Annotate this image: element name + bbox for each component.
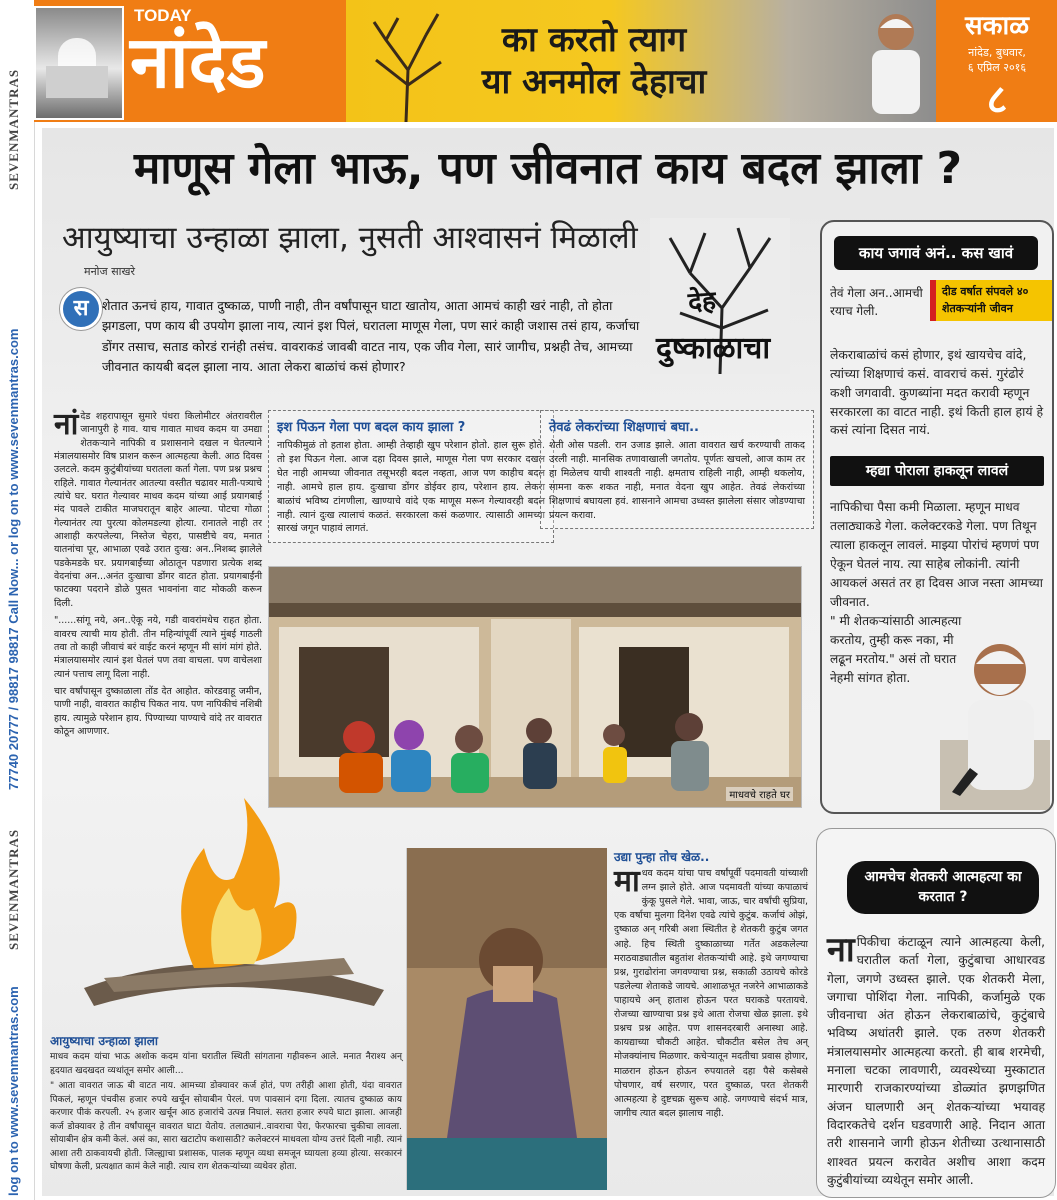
- left-advert-strip: [0, 0, 35, 1200]
- summer-paragraph-1: माधव कदम यांचा भाऊ अशोक कदम यांना घरातील स्थिती सांगताना गहीवरून आले. मनात नैराश्य अन् हृदयात खदखदत व्यथांतून समोर आली...: [50, 1052, 402, 1076]
- article-panel: [42, 128, 1054, 1196]
- sidebar-text-1: तेवं गेला अन..आमची रयाच गेली.: [830, 286, 923, 318]
- funeral-pyre-image: [44, 778, 404, 1018]
- quote-box-poison-body: नापिकीमुळं तो हताश होता. आम्ही तेव्हाही खुप परेशान होतो. हाल सुरू होते. तो इश पिऊन गेला. आज दहा दिवस झाले, माणूस गेला पण सरकार दखल घेत नाही आमच्या जीवनात तसूभरही बदल नव्हता, आज पण काहीच बदल नाही. आमचे हाल हाय. दुःखाचा डोंगर डोईवर हाय, परेशान हाय. लेकरा बाळांचं भविष्य टांगणीला, खाण्याचे वांदे एक माणूस मरून गेल्यावरही बदल नाही. त्यानं दुःख त्यालाचं कळतं. सरकारला कसं कळणार. त्यासाठी आमच्या सारखं जगून पाहावं लागतं.: [277, 440, 545, 535]
- farmer-portrait-image: [858, 6, 930, 114]
- city-title: नांदेड: [130, 20, 266, 104]
- summer-title: आयुष्याचा उन्हाळा झाला: [50, 1034, 158, 1048]
- page-number: ८: [986, 76, 1008, 123]
- date-line-2: ६ एप्रिल २०१६: [967, 60, 1027, 74]
- quote-box-education-title: तेवढं लेकरांच्या शिक्षणाचं बघा..: [549, 420, 699, 435]
- slogan-banner: [346, 0, 936, 122]
- strip-contact: 77740 20777 / 98817 98817 Call Now... or log on to www.sevenmantras.com: [6, 328, 21, 790]
- sidebar-paragraph-2: नापिकीचा पैसा कमी मिळाला. म्हणून माधव तलाठ्याकडे गेला. कलेक्टरकडे गेला. पण तिथून त्याला हाकलून लावलं. माझ्या पोरांचं म्हणणं पण ऐकून घेतलं नाय. त्या साहेब लोकांनी. त्यांनी आयकलं असतं तर हा दिवस आज नस्ता आमच्या जीवनात.: [830, 500, 1043, 610]
- dead-tree-icon: [356, 0, 456, 122]
- sidebar-callout: दीड वर्षात संपवले ४० शेतकऱ्यांनी जीवन: [930, 280, 1054, 321]
- story-paragraph-1: देड शहरापासून सुमारे पंधरा किलोमीटर अंतरावरील जानापुरी हे गाव. याच गावात माधव कदम या उमद्या शेतकऱ्याने नापिकी व प्रशासनाने दखल न घेतल्याने मंत्रालयासमोर विष प्राशन करून आत्महत्या केली. आठ दिवस उलटले. कदम कुटुंबीयांच्या घरातला कर्ता गेला. पण प्रश्न प्रश्नच राहिले. गावात गेल्यानंतर आतल्या वस्तीत चढावर माती-पत्र्याचे त्यांचे घर. घरात गेल्यावर माधव कदम यांच्या आई प्रयागबाई मंद पावले टाकीत माजघरातून बाहेर आल्या. पोटचा गोळा गेल्यानंतर त्या पुरत्या कोलमडल्या होत्या. रानातले नाही तर आशाही करपलेल्या, निस्तेज चेहरा, पासष्टीचे वय, मनात यातनांचा पूर, आभाळा एवढे उरात दुःख: अन..निशब्द झालेले पडकेमडके घर. प्रयागबाईंच्या ओठातून पडणारा प्रत्येक शब्द वेदनांचा अन...अनंत दुःखाचा डोंगर वाटत होता. प्रयागबाईंनी फाटक्या पदराने डोळे पुसत भावनांना वाट मोकळी करून दिली.: [54, 411, 262, 609]
- deh-word: देह: [687, 286, 717, 318]
- quote-box-poison-title: इश पिऊन गेला पण बदल काय झाला ?: [277, 420, 466, 435]
- deh-dushkalacha-graphic: [650, 218, 790, 374]
- summer-paragraph-2: " आता वावरात जाऊ बी वाटत नाय. आमच्या डोक्यावर कर्ज होतं, पण तरीही आशा होती, यंदा वावरात पिकलं, म्हणून पंचवीस हजार रुपये खर्चून सोयाबीन पेरलं. पण पावसानं दगा दिला. त्यातच दुष्काळ काय करणार पीकं करपली. २५ हजार खर्चून आठ हजारांचे उत्पन्न निघालं. सतरा हजार रुपये घाटा झाला. आजही कर्ज डोक्यावर हे तीन वर्षांपासून वावरात घाटा येतोय. तलाठ्यानं..वावराचा पेरा, फेरफारचा चुकीचा लावला. सोयाबीन क्षेत्र कमी केलं. असं का, सारा खटाटोप कशासाठी? कलेक्टरनं माधवला योग्य उत्तरं दिली नाही. त्यानं आशा तरी ठाकवायची होती. जिल्ह्याचा प्रशासक, पालक म्हणून व्यथा समजून घ्यायला हव्या होत्या. सरकारनं घोषणा केली, प्रत्यक्षात कामं केले नाही. त्याच राग शेतकऱ्यांच्या व्यथेवर होता.: [50, 1081, 402, 1172]
- date-line-1: नांदेड, बुधवार,: [968, 46, 1026, 59]
- sidebar-box: [820, 220, 1054, 814]
- subheadline: आयुष्याचा उन्हाळा झाला, नुसती आश्वासनं मिळाली: [62, 220, 638, 256]
- house-family-image: [269, 567, 801, 807]
- grieving-man-photo: [406, 848, 607, 1190]
- dushkalacha-word: दुष्काळाचा: [656, 331, 771, 366]
- today-label: TODAY: [134, 6, 192, 25]
- tomorrow-same-game-column: [614, 848, 808, 1121]
- paper-name: सकाळ: [964, 11, 1030, 41]
- slogan-line-2: या अनमोल देहाचा: [481, 62, 707, 102]
- slogan-line-1: का करतो त्याग: [501, 20, 687, 60]
- house-photo: [268, 566, 802, 808]
- why-suicide-body: पिकीचा कंटाळून त्याने आत्महत्या केली, घरातील कर्ता गेला, कुटुंबाचा आधारवड गेला, जगणे उध्वस्त झाले. एक शेतकरी मेला, जगाचा पोशिंदा गेला. नापिकी, कर्जामुळे एक जीवनाचा अंत होऊन लेकराबाळांचे, कुटुंबाचे भविष्य अधांतरी झाले. एक तरुण शेतकरी मंत्रालयासमोर आत्महत्या करतो. ही बाब शरमेची, मनाला चटका लावणारी, व्यवस्थेच्या मुस्काटात मारणारी राजकारण्यांच्या डोळ्यांत झणझणित अंजन घालणारी अन् शेतकऱ्यांच्या भयावह विदारकतेचे दर्शन घडवणारी आहे. निदान आता तरी शासनाने जागी होऊन शेतीच्या उत्थानासाठी शाश्वत प्रयत्न करावेत अशीच आशा कदम कुटुंबीयांच्या व्यथेतून समोर आली.: [827, 935, 1045, 1187]
- intro-paragraph: शेतात ऊनचं हाय, गावात दुष्काळ, पाणी नाही, तीन वर्षांपासून घाटा खातोय, आता आमचं काही खरं नाही, तो होता झगडला, पण काय बी उपयोग झाला नाय, त्यानं इश पिलं, घरातला माणूस गेला, पण सारं काही जशास तसं हाय, कर्जाचा डोंगर तसाच, सताड कोरडं रानंही तसंच. वावराकडं जावबी वाटत नाय, एक जीव गेला, सारं जागीच, प्रश्नही तेच, आमच्या जीवनात कायबी बदल झाला नाय. आता लेकरा बाळांचं कसं होणार?: [102, 298, 640, 374]
- strip-brand-top: SEVENMANTRAS: [6, 68, 21, 190]
- house-photo-caption: माधवचे राहते घर: [726, 787, 793, 801]
- story-paragraph-2: "......सांगू नये, अन..ऐकू नये, गडी वावरांमधेच राहत होता. वावरच त्याची माय होती. तीन महिन्यांपूर्वी त्याने मुंबई गाठली तवा तो काही जीवाचं बरं वाईट करनं म्हणून मी सांगं मांगं होते. मंत्रालयासमोर त्यानं इश घेतलं पण तवा वाचला. पण वाचेलशा त्यानं पत्ताच लागू दिला नाही.: [54, 615, 262, 680]
- sidebar-heading-1: काय जगावं अनं.. कस खावं: [834, 236, 1038, 270]
- quote-box-education-body: शेती ओस पडली. रान उजाड झाले. आता वावरात खर्च करण्याची ताकद उरली नाही. मानसिक तणावाखाली जगतोय. पूर्णतः खचलो, आज काम तर हा मिळेलच याची शाश्वती नाही. क्षमताच राहिली नाही, आम्ही थकलोय, सामना करू शकत नाही, मनात वेदना खुप आहेत. तेवढं लेकरांच्या शिक्षणाचं बघायला हवं. शासनाने आमचा उध्वस्त झालेला संसार जोडण्याचा प्रयत्न करावा.: [549, 440, 805, 521]
- why-suicide-drop-cap: ना: [827, 930, 855, 970]
- tomorrow-body: धव कदम यांचा पाच वर्षांपूर्वी पदमावती यांच्याशी लग्न झाले होते. आज पदमावती यांच्या कपाळाचं कुंकू पुसले गेले. भावा, जाऊ, चार वर्षांची सुप्रिया, एक वर्षाचा मुलगा दिनेश एवढे त्यांचे कुटुंब. कर्जाचं ओझं, दुष्काळ अन् गरिबी अशा स्थितीत हे शेतकरी कुटुंब जगत आहे. हिच स्थिती दुष्काळाच्या गर्तेत अडकलेल्या मराठवाड्यातील बहुतांश शेतकऱ्यांची आहे. इथे जगण्याचा प्रश्न, गुराढोरांना जगवण्याचा प्रश्न, सकाळी उठायचे कोरडे पडलेल्या शेताकडे जायचे. आशाळभूत नजरेने आभाळाकडे पाहायचे अन् हाताश होऊन परत घराकडे परतायचे. रोजच्या खाण्याचा प्रश्न इथे आता रोजचा खेळ झाला. इथे प्रश्नच प्रश्न आहेत. पण शासनदरबारी अनास्था आहे. कायद्याच्या चौकटी आहेत. चौकटीत बसेल तेच अन् मोजक्यांनाच मिळणार. कचेऱ्यातून मदतीचा प्रवास होणार, माळरान होऊन होऊन रुपयातले दहा पैसे कसेबसे पोचणार, वर्ष सरणार, परत दुष्काळ, परत शेतकरी आत्महत्या हे दुष्टचक्र सुरूच आहे. जगण्याचे संदर्भ मात्र, जागीच त्यात बदल झालाच नाही.: [614, 868, 808, 1119]
- quote-box-poison: [268, 410, 554, 543]
- tomorrow-title: उद्या पुन्हा तोच खेळ..: [614, 850, 710, 864]
- old-farmer-image: [940, 620, 1050, 810]
- masthead: [34, 0, 1057, 122]
- sidebar-quote: " मी शेतकऱ्यांसाठी आत्महत्या करतोय, तुम्ही करू नका, मी लढून मरतोय." असं तो घरात नेहमी सांगत होता.: [830, 614, 962, 686]
- city-landmark-photo: [34, 6, 124, 120]
- byline: मनोज साखरे: [84, 265, 135, 278]
- strip-brand-bottom: SEVENMANTRAS: [6, 828, 21, 950]
- strip-site: log on to www.sevenmantras.com: [6, 986, 21, 1196]
- summer-of-life-column: [50, 1032, 402, 1177]
- why-suicide-box: [816, 828, 1056, 1198]
- quote-box-education: [540, 410, 814, 529]
- paper-info: [937, 0, 1057, 122]
- sidebar-heading-2: म्हद्या पोराला हाकलून लावलं: [830, 456, 1044, 486]
- main-story-column: [54, 407, 262, 742]
- headline: माणूस गेला भाऊ, पण जीवनात काय बदल झाला ?: [133, 143, 963, 194]
- sakal-logo-icon: स: [60, 288, 102, 330]
- drop-cap: नां: [54, 407, 79, 442]
- grieving-man-image: [407, 848, 607, 1190]
- why-suicide-heading: आमचेच शेतकरी आत्महत्या का करतात ?: [847, 861, 1039, 914]
- tomorrow-drop-cap: मा: [614, 864, 640, 899]
- story-paragraph-3: चार वर्षांपासून दुष्काळाला तोंड देत आहोत. कोरडवाहू जमीन, पाणी नाही, वावरात काहीच पिकत नाय. पण नापिकीचं नशिबी हाय. त्यामुळे परेशान हाय. पिण्याच्या पाण्याचे वांदे तर वावरात कोठून आणणार.: [54, 685, 262, 737]
- sidebar-paragraph-1: लेकराबाळांचं कसं होणार, इथं खायचेच वांदे, त्यांच्या शिक्षणाचं कसं. वावराचं कसं. गुरंढोरं कशी जगवावी. कुणब्यांना मदत करावी म्हणून सरकारला का वाटत नाही. इथं किती हाल हायं हे कसं त्यांना दिसत नायं.: [830, 347, 1044, 438]
